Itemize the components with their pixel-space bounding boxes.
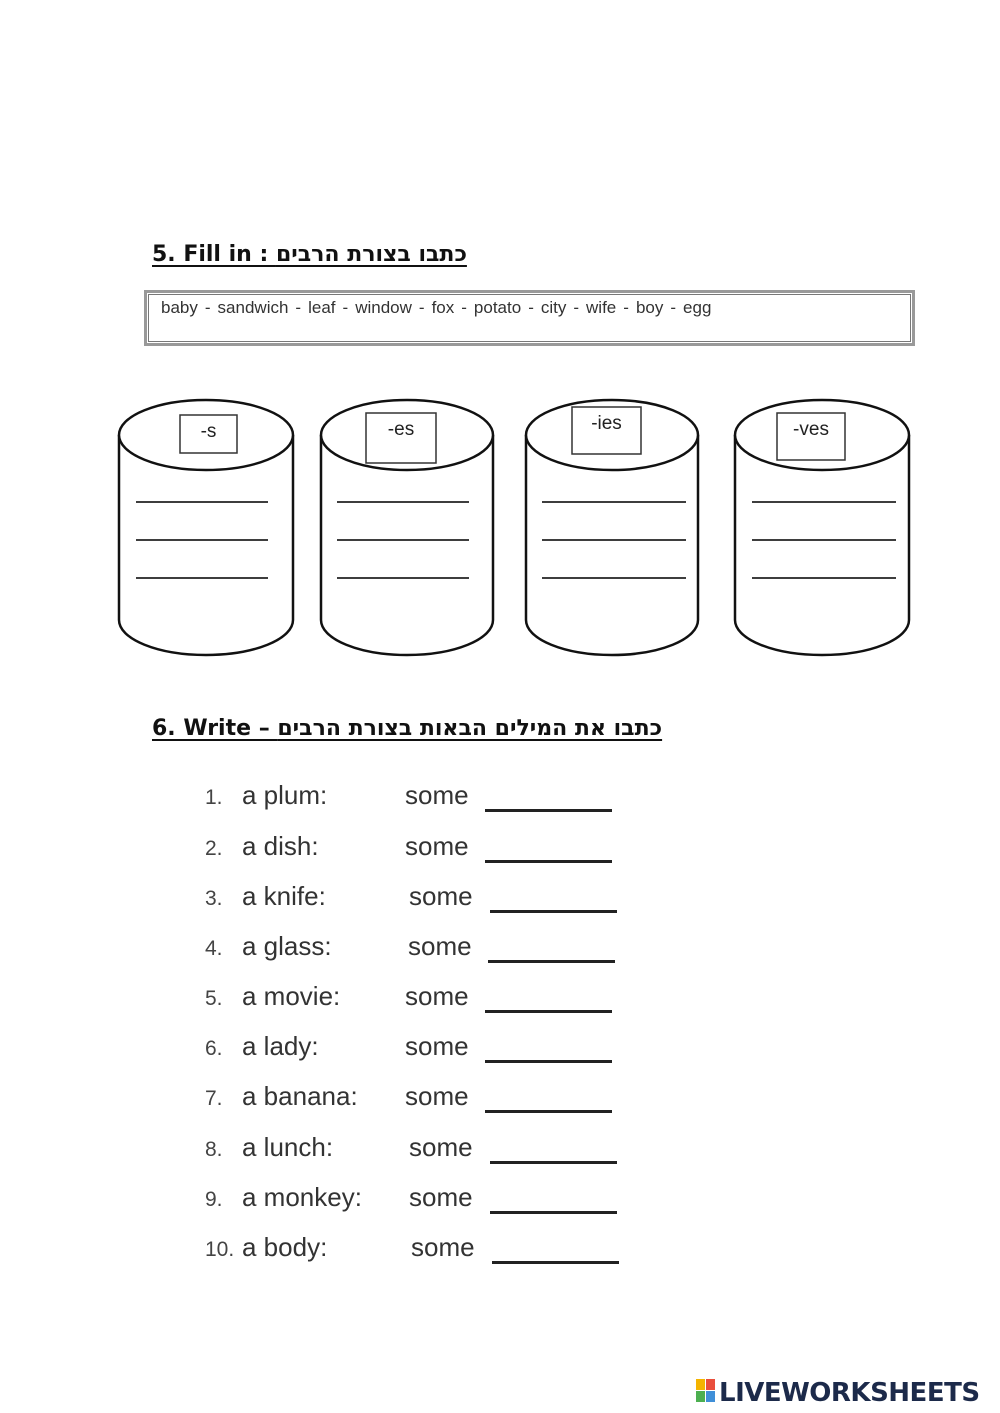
item-number: 9. [205,1188,223,1211]
exercise-item [200,1182,680,1222]
item-number: 4. [205,937,223,960]
item-singular-word: a lady: [242,1031,319,1061]
item-number: 1. [205,786,223,809]
word-bank-separator: - [670,298,677,317]
logo-square [706,1379,715,1390]
answer-blank[interactable] [490,1161,617,1164]
logo-square [706,1391,715,1402]
answer-blank[interactable] [485,809,612,812]
word-bank-item: fox [431,298,455,317]
liveworksheets-logo [696,1378,980,1408]
item-singular-word: a glass: [242,931,332,961]
some-label: some [408,931,472,961]
section-6-title-en: 6. Write – [152,716,278,741]
word-bank-item: wife [586,298,617,317]
section-6-title-he: כתבו את המילים הבאות בצורת הרבים [277,716,663,741]
word-bank-separator: - [204,298,211,317]
item-number: 5. [205,987,223,1010]
some-label: some [405,831,469,861]
word-bank-separator: - [623,298,629,317]
word-bank-separator: - [418,298,425,317]
word-bank-item: potato [473,298,522,317]
answer-blank[interactable] [488,960,615,963]
logo-square [696,1391,705,1402]
some-label: some [405,780,469,810]
exercise-item [200,1132,680,1172]
word-bank [144,290,915,346]
answer-blank[interactable] [490,1211,617,1214]
answer-blank[interactable] [485,1060,612,1063]
answer-blank[interactable] [492,1261,619,1264]
section-5-title-en: 5. Fill in : [152,242,276,267]
some-label: some [405,981,469,1011]
some-label: some [411,1232,475,1262]
liveworksheets-logo-icon [696,1379,716,1403]
item-number: 7. [205,1087,223,1110]
word-bank-item: leaf [308,298,336,317]
item-number: 6. [205,1037,223,1060]
word-bank-separator: - [295,298,302,317]
word-bank-item: boy [635,298,664,317]
word-bank-item: window [355,298,412,317]
item-number: 2. [205,837,223,860]
word-bank-separator: - [573,298,580,317]
section-5-heading [152,242,467,267]
some-label: some [405,1031,469,1061]
some-label: some [409,881,473,911]
exercise-item [200,1081,680,1121]
item-singular-word: a body: [242,1232,328,1262]
word-bank-item: egg [683,298,712,317]
item-singular-word: a monkey: [242,1182,362,1212]
item-singular-word: a knife: [242,881,326,911]
word-bank-item: baby [161,298,198,317]
exercise-item [200,831,680,871]
item-number: 3. [205,887,223,910]
some-label: some [405,1081,469,1111]
suffix-label: -es [387,419,415,440]
word-bank-item: sandwich [217,298,289,317]
word-bank-separator: - [461,298,467,317]
item-singular-word: a movie: [242,981,341,1011]
exercise-item [200,881,680,921]
logo-square [696,1379,705,1390]
cylinders-area [0,380,1000,670]
suffix-label: -s [200,421,217,442]
item-number: 8. [205,1138,223,1161]
some-label: some [409,1132,473,1162]
answer-blank[interactable] [485,1110,612,1113]
word-bank-separator: - [342,298,349,317]
exercise-item [200,1232,680,1272]
suffix-label: -ves [793,419,829,440]
logo-text: LIVEWORKSHEETS [719,1378,980,1408]
exercise-item [200,931,680,971]
cylinders-drawing [0,380,1000,670]
exercise-item [200,780,680,820]
item-singular-word: a banana: [242,1081,358,1111]
answer-blank[interactable] [490,910,617,913]
item-singular-word: a dish: [242,831,319,861]
word-bank-item: city [540,298,567,317]
some-label: some [409,1182,473,1212]
suffix-label: -ies [591,413,622,434]
answer-blank[interactable] [485,1010,612,1013]
exercise-item [200,1031,680,1071]
answer-blank[interactable] [485,860,612,863]
section-5-title-he: כתבו בצורת הרבים [275,242,467,267]
item-singular-word: a lunch: [242,1132,334,1162]
section-6-heading [152,716,662,741]
item-singular-word: a plum: [242,780,328,810]
exercise-item [200,981,680,1021]
word-bank-separator: - [528,298,534,317]
item-number: 10. [205,1238,235,1261]
